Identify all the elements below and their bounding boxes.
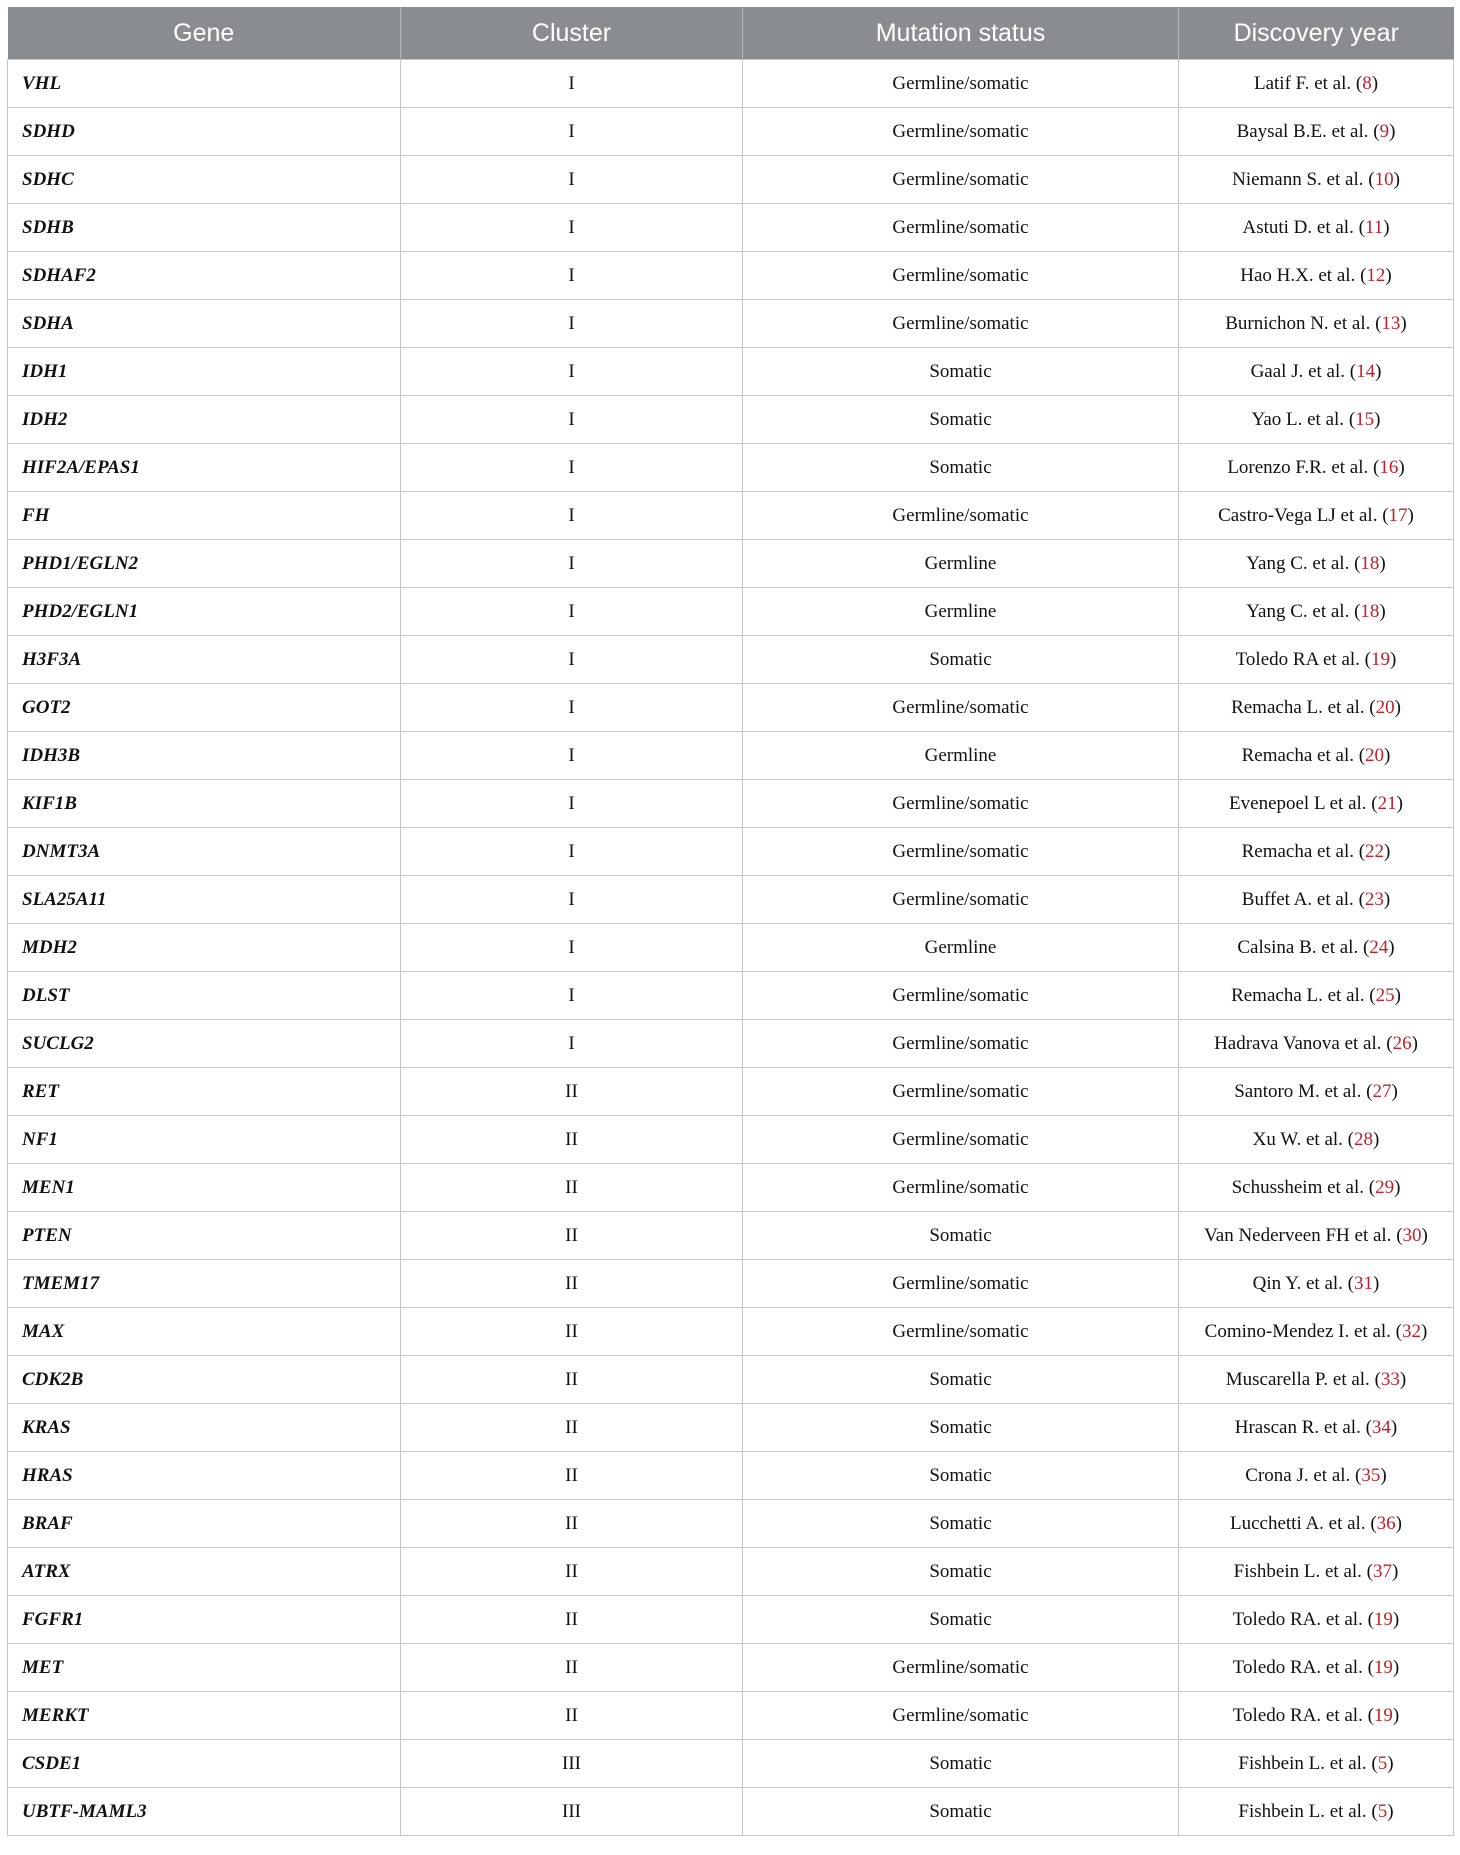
author-text: Toledo RA. et al.	[1232, 1656, 1363, 1678]
author-text: Santoro M. et al.	[1234, 1080, 1362, 1102]
gene-cell: NF1	[8, 1116, 401, 1164]
reference-link[interactable]: 30	[1402, 1224, 1422, 1246]
mutation-status-cell: Somatic	[743, 1596, 1179, 1644]
mutation-status-cell: Germline/somatic	[743, 1692, 1179, 1740]
mutation-status-cell: Germline/somatic	[743, 972, 1179, 1020]
discovery-cell: Comino-Mendez I. et al. (32)	[1179, 1308, 1454, 1356]
reference-link[interactable]: 23	[1364, 888, 1384, 910]
gene-cell: DLST	[8, 972, 401, 1020]
mutation-status-cell: Germline/somatic	[743, 1164, 1179, 1212]
reference-link[interactable]: 15	[1355, 408, 1375, 430]
reference-link[interactable]: 21	[1377, 792, 1397, 814]
discovery-cell: Niemann S. et al. (10)	[1179, 156, 1454, 204]
gene-cell: GOT2	[8, 684, 401, 732]
table-row	[8, 1692, 1454, 1740]
cluster-cell: I	[401, 636, 743, 684]
reference-link[interactable]: 27	[1372, 1080, 1392, 1102]
discovery-cell: Lorenzo F.R. et al. (16)	[1179, 444, 1454, 492]
gene-cell: SDHAF2	[8, 252, 401, 300]
reference-link[interactable]: 19	[1373, 1608, 1393, 1630]
mutation-status-cell: Germline/somatic	[743, 1020, 1179, 1068]
cluster-cell: I	[401, 876, 743, 924]
mutation-status-cell: Germline/somatic	[743, 60, 1179, 108]
reference-link[interactable]: 16	[1379, 456, 1399, 478]
gene-cell: HRAS	[8, 1452, 401, 1500]
table-row	[8, 492, 1454, 540]
discovery-cell: Santoro M. et al. (27)	[1179, 1068, 1454, 1116]
cluster-cell: I	[401, 60, 743, 108]
reference-link[interactable]: 17	[1388, 504, 1408, 526]
mutation-status-cell: Somatic	[743, 1788, 1179, 1836]
reference-link[interactable]: 32	[1402, 1320, 1421, 1342]
reference-link[interactable]: 22	[1365, 840, 1385, 862]
table-row	[8, 684, 1454, 732]
cluster-cell: I	[401, 780, 743, 828]
reference-link[interactable]: 19	[1373, 1704, 1393, 1726]
discovery-cell: Fishbein L. et al. (5)	[1179, 1788, 1454, 1836]
discovery-cell: Hao H.X. et al. (12)	[1179, 252, 1454, 300]
gene-cell: PHD1/EGLN2	[8, 540, 401, 588]
mutation-status-cell: Somatic	[743, 1500, 1179, 1548]
mutation-status-cell: Germline	[743, 588, 1179, 636]
header-row	[8, 7, 1454, 60]
reference-link[interactable]: 36	[1376, 1512, 1396, 1534]
reference-link[interactable]: 9	[1379, 120, 1390, 142]
discovery-cell: Yang C. et al. (18)	[1179, 588, 1454, 636]
cluster-cell: III	[401, 1740, 743, 1788]
table-row	[8, 1500, 1454, 1548]
author-text: Fishbein L. et al.	[1238, 1800, 1367, 1822]
gene-cell: SDHC	[8, 156, 401, 204]
cluster-cell: I	[401, 300, 743, 348]
table-row	[8, 252, 1454, 300]
table-row	[8, 828, 1454, 876]
cluster-cell: I	[401, 348, 743, 396]
cluster-cell: I	[401, 108, 743, 156]
cluster-cell: I	[401, 204, 743, 252]
discovery-cell: Crona J. et al. (35)	[1179, 1452, 1454, 1500]
table-row	[8, 1020, 1454, 1068]
gene-cell: VHL	[8, 60, 401, 108]
discovery-cell: Van Nederveen FH et al. (30)	[1179, 1212, 1454, 1260]
table-row	[8, 780, 1454, 828]
discovery-cell: Remacha et al. (22)	[1179, 828, 1454, 876]
discovery-cell: Qin Y. et al. (31)	[1179, 1260, 1454, 1308]
cluster-cell: III	[401, 1788, 743, 1836]
mutation-status-cell: Germline/somatic	[743, 876, 1179, 924]
cluster-cell: I	[401, 1020, 743, 1068]
reference-link[interactable]: 28	[1354, 1128, 1373, 1150]
reference-link[interactable]: 12	[1366, 264, 1386, 286]
reference-link[interactable]: 25	[1375, 984, 1395, 1006]
reference-link[interactable]: 31	[1354, 1272, 1373, 1294]
gene-cell: FH	[8, 492, 401, 540]
cluster-cell: II	[401, 1260, 743, 1308]
reference-link[interactable]: 20	[1375, 696, 1395, 718]
mutation-status-cell: Germline/somatic	[743, 492, 1179, 540]
cluster-cell: I	[401, 492, 743, 540]
discovery-cell: Xu W. et al. (28)	[1179, 1116, 1454, 1164]
discovery-cell: Calsina B. et al. (24)	[1179, 924, 1454, 972]
reference-link[interactable]: 14	[1356, 360, 1376, 382]
discovery-cell: Astuti D. et al. (11)	[1179, 204, 1454, 252]
discovery-cell: Toledo RA. et al. (19)	[1179, 1644, 1454, 1692]
reference-link[interactable]: 13	[1381, 312, 1401, 334]
author-text: Evenepoel L et al.	[1229, 792, 1367, 814]
cluster-cell: II	[401, 1164, 743, 1212]
header-mutation-status: Mutation status	[743, 7, 1179, 60]
cluster-cell: I	[401, 396, 743, 444]
reference-link[interactable]: 33	[1380, 1368, 1400, 1390]
reference-link[interactable]: 29	[1375, 1176, 1395, 1198]
header-gene: Gene	[8, 7, 401, 60]
mutation-status-cell: Germline/somatic	[743, 828, 1179, 876]
gene-cell: MEN1	[8, 1164, 401, 1212]
author-text: Hrascan R. et al.	[1234, 1416, 1361, 1438]
gene-cell: CDK2B	[8, 1356, 401, 1404]
gene-cell: RET	[8, 1068, 401, 1116]
reference-link[interactable]: 11	[1364, 216, 1384, 238]
gene-cell: MERKT	[8, 1692, 401, 1740]
table-row	[8, 1788, 1454, 1836]
header-discovery-year: Discovery year	[1179, 7, 1454, 60]
author-text: Lucchetti A. et al.	[1230, 1512, 1366, 1534]
author-text: Crona J. et al.	[1245, 1464, 1351, 1486]
mutation-status-cell: Germline/somatic	[743, 780, 1179, 828]
table-row	[8, 1644, 1454, 1692]
cluster-cell: II	[401, 1404, 743, 1452]
reference-link[interactable]: 18	[1360, 552, 1380, 574]
discovery-cell: Hrascan R. et al. (34)	[1179, 1404, 1454, 1452]
table-row	[8, 60, 1454, 108]
reference-link[interactable]: 20	[1365, 744, 1385, 766]
cluster-cell: I	[401, 156, 743, 204]
gene-cell: PHD2/EGLN1	[8, 588, 401, 636]
discovery-cell: Evenepoel L et al. (21)	[1179, 780, 1454, 828]
mutation-status-cell: Somatic	[743, 1452, 1179, 1500]
table-row	[8, 540, 1454, 588]
cluster-cell: I	[401, 540, 743, 588]
table-row	[8, 300, 1454, 348]
discovery-cell: Buffet A. et al. (23)	[1179, 876, 1454, 924]
author-text: Niemann S. et al.	[1232, 168, 1364, 190]
cluster-cell: II	[401, 1356, 743, 1404]
cluster-cell: II	[401, 1452, 743, 1500]
reference-link[interactable]: 5	[1377, 1800, 1388, 1822]
gene-cell: SDHD	[8, 108, 401, 156]
author-text: Schussheim et al.	[1231, 1176, 1365, 1198]
table-row	[8, 156, 1454, 204]
table-row	[8, 1308, 1454, 1356]
cluster-cell: II	[401, 1692, 743, 1740]
mutation-status-cell: Germline/somatic	[743, 1644, 1179, 1692]
mutation-status-cell: Germline/somatic	[743, 300, 1179, 348]
cluster-cell: II	[401, 1068, 743, 1116]
author-text: Castro-Vega LJ et al.	[1218, 504, 1378, 526]
mutation-status-cell: Somatic	[743, 444, 1179, 492]
cluster-cell: II	[401, 1308, 743, 1356]
author-text: Baysal B.E. et al.	[1236, 120, 1369, 142]
reference-link[interactable]: 24	[1369, 936, 1389, 958]
table-row	[8, 636, 1454, 684]
discovery-cell: Yang C. et al. (18)	[1179, 540, 1454, 588]
gene-cell: DNMT3A	[8, 828, 401, 876]
reference-link[interactable]: 5	[1377, 1752, 1388, 1774]
cluster-cell: II	[401, 1212, 743, 1260]
reference-link[interactable]: 19	[1371, 648, 1390, 670]
discovery-cell: Toledo RA. et al. (19)	[1179, 1692, 1454, 1740]
discovery-cell: Yao L. et al. (15)	[1179, 396, 1454, 444]
header-cluster: Cluster	[401, 7, 743, 60]
reference-link[interactable]: 10	[1374, 168, 1394, 190]
cluster-cell: II	[401, 1596, 743, 1644]
table-row	[8, 1596, 1454, 1644]
table-row	[8, 1260, 1454, 1308]
author-text: Yang C. et al.	[1246, 552, 1350, 574]
discovery-cell: Remacha L. et al. (25)	[1179, 972, 1454, 1020]
discovery-cell: Latif F. et al. (8)	[1179, 60, 1454, 108]
author-text: Lorenzo F.R. et al.	[1227, 456, 1369, 478]
gene-cell: PTEN	[8, 1212, 401, 1260]
author-text: Remacha et al.	[1241, 840, 1354, 862]
discovery-cell: Gaal J. et al. (14)	[1179, 348, 1454, 396]
cluster-cell: I	[401, 732, 743, 780]
gene-cell: TMEM17	[8, 1260, 401, 1308]
mutation-status-cell: Germline/somatic	[743, 684, 1179, 732]
table-row	[8, 1404, 1454, 1452]
table-row	[8, 1452, 1454, 1500]
mutation-status-cell: Somatic	[743, 396, 1179, 444]
gene-cell: KRAS	[8, 1404, 401, 1452]
author-text: Qin Y. et al.	[1252, 1272, 1343, 1294]
gene-cell: HIF2A/EPAS1	[8, 444, 401, 492]
gene-cell: FGFR1	[8, 1596, 401, 1644]
author-text: Calsina B. et al.	[1237, 936, 1359, 958]
table-row	[8, 1740, 1454, 1788]
author-text: Toledo RA et al.	[1235, 648, 1360, 670]
gene-cell: IDH1	[8, 348, 401, 396]
table-row	[8, 1068, 1454, 1116]
author-text: Xu W. et al.	[1252, 1128, 1343, 1150]
gene-cell: SDHA	[8, 300, 401, 348]
author-text: Fishbein L. et al.	[1233, 1560, 1362, 1582]
gene-cell: IDH3B	[8, 732, 401, 780]
table-row	[8, 972, 1454, 1020]
discovery-cell: Muscarella P. et al. (33)	[1179, 1356, 1454, 1404]
author-text: Toledo RA. et al.	[1232, 1608, 1363, 1630]
table-row	[8, 108, 1454, 156]
cluster-cell: I	[401, 684, 743, 732]
mutation-status-cell: Germline/somatic	[743, 1068, 1179, 1116]
author-text: Astuti D. et al.	[1242, 216, 1354, 238]
cluster-cell: II	[401, 1644, 743, 1692]
reference-link[interactable]: 19	[1373, 1656, 1393, 1678]
gene-cell: MET	[8, 1644, 401, 1692]
author-text: Hadrava Vanova et al.	[1214, 1032, 1382, 1054]
author-text: Burnichon N. et al.	[1225, 312, 1371, 334]
discovery-cell: Lucchetti A. et al. (36)	[1179, 1500, 1454, 1548]
discovery-cell: Fishbein L. et al. (37)	[1179, 1548, 1454, 1596]
author-text: Toledo RA. et al.	[1232, 1704, 1363, 1726]
mutation-status-cell: Somatic	[743, 1740, 1179, 1788]
cluster-cell: I	[401, 444, 743, 492]
author-text: Gaal J. et al.	[1250, 360, 1346, 382]
discovery-cell: Baysal B.E. et al. (9)	[1179, 108, 1454, 156]
table-row	[8, 1548, 1454, 1596]
author-text: Comino-Mendez I. et al.	[1204, 1320, 1391, 1342]
table-row	[8, 1356, 1454, 1404]
table-row	[8, 396, 1454, 444]
mutation-status-cell: Somatic	[743, 1356, 1179, 1404]
mutation-status-cell: Somatic	[743, 1404, 1179, 1452]
gene-cell: H3F3A	[8, 636, 401, 684]
cluster-cell: II	[401, 1548, 743, 1596]
reference-link[interactable]: 18	[1360, 600, 1380, 622]
gene-cell: MDH2	[8, 924, 401, 972]
mutation-status-cell: Germline/somatic	[743, 252, 1179, 300]
mutation-status-cell: Germline/somatic	[743, 156, 1179, 204]
reference-link[interactable]: 8	[1362, 72, 1372, 94]
author-text: Buffet A. et al.	[1241, 888, 1354, 910]
cluster-cell: I	[401, 588, 743, 636]
table-row	[8, 444, 1454, 492]
cluster-cell: II	[401, 1116, 743, 1164]
cluster-cell: I	[401, 972, 743, 1020]
reference-link[interactable]: 35	[1361, 1464, 1381, 1486]
cluster-cell: I	[401, 924, 743, 972]
author-text: Van Nederveen FH et al.	[1204, 1224, 1392, 1246]
gene-cell: UBTF-MAML3	[8, 1788, 401, 1836]
gene-cell: SUCLG2	[8, 1020, 401, 1068]
table-row	[8, 1164, 1454, 1212]
mutation-status-cell: Germline/somatic	[743, 1260, 1179, 1308]
cluster-cell: I	[401, 828, 743, 876]
discovery-cell: Toledo RA. et al. (19)	[1179, 1596, 1454, 1644]
discovery-cell: Hadrava Vanova et al. (26)	[1179, 1020, 1454, 1068]
author-text: Remacha et al.	[1241, 744, 1354, 766]
table-row	[8, 588, 1454, 636]
discovery-cell: Castro-Vega LJ et al. (17)	[1179, 492, 1454, 540]
mutation-status-cell: Somatic	[743, 1548, 1179, 1596]
table-row	[8, 1116, 1454, 1164]
cluster-cell: II	[401, 1500, 743, 1548]
author-text: Latif F. et al.	[1253, 72, 1352, 94]
author-text: Muscarella P. et al.	[1225, 1368, 1370, 1390]
discovery-cell: Toledo RA et al. (19)	[1179, 636, 1454, 684]
mutation-status-cell: Germline	[743, 540, 1179, 588]
author-text: Yang C. et al.	[1246, 600, 1350, 622]
author-text: Remacha L. et al.	[1231, 696, 1365, 718]
mutation-status-cell: Somatic	[743, 636, 1179, 684]
mutation-status-cell: Germline/somatic	[743, 1308, 1179, 1356]
gene-cell: SLA25A11	[8, 876, 401, 924]
discovery-cell: Remacha L. et al. (20)	[1179, 684, 1454, 732]
gene-cell: BRAF	[8, 1500, 401, 1548]
cluster-cell: I	[401, 252, 743, 300]
author-text: Fishbein L. et al.	[1238, 1752, 1367, 1774]
gene-cell: ATRX	[8, 1548, 401, 1596]
gene-table	[7, 7, 1454, 1836]
table-row	[8, 876, 1454, 924]
author-text: Remacha L. et al.	[1231, 984, 1365, 1006]
author-text: Yao L. et al.	[1251, 408, 1345, 430]
table-row	[8, 204, 1454, 252]
mutation-status-cell: Germline	[743, 924, 1179, 972]
mutation-status-cell: Germline/somatic	[743, 204, 1179, 252]
discovery-cell: Burnichon N. et al. (13)	[1179, 300, 1454, 348]
discovery-cell: Remacha et al. (20)	[1179, 732, 1454, 780]
table-row	[8, 924, 1454, 972]
table-body	[8, 60, 1454, 1836]
author-text: Hao H.X. et al.	[1240, 264, 1356, 286]
mutation-status-cell: Germline/somatic	[743, 1116, 1179, 1164]
gene-cell: IDH2	[8, 396, 401, 444]
discovery-cell: Schussheim et al. (29)	[1179, 1164, 1454, 1212]
mutation-status-cell: Somatic	[743, 348, 1179, 396]
reference-link[interactable]: 26	[1392, 1032, 1412, 1054]
mutation-status-cell: Somatic	[743, 1212, 1179, 1260]
gene-cell: CSDE1	[8, 1740, 401, 1788]
discovery-cell: Fishbein L. et al. (5)	[1179, 1740, 1454, 1788]
table-row	[8, 348, 1454, 396]
reference-link[interactable]: 37	[1372, 1560, 1392, 1582]
gene-cell: SDHB	[8, 204, 401, 252]
table-row	[8, 1212, 1454, 1260]
table-row	[8, 732, 1454, 780]
mutation-status-cell: Germline/somatic	[743, 108, 1179, 156]
mutation-status-cell: Germline	[743, 732, 1179, 780]
gene-cell: MAX	[8, 1308, 401, 1356]
reference-link[interactable]: 34	[1371, 1416, 1391, 1438]
gene-cell: KIF1B	[8, 780, 401, 828]
